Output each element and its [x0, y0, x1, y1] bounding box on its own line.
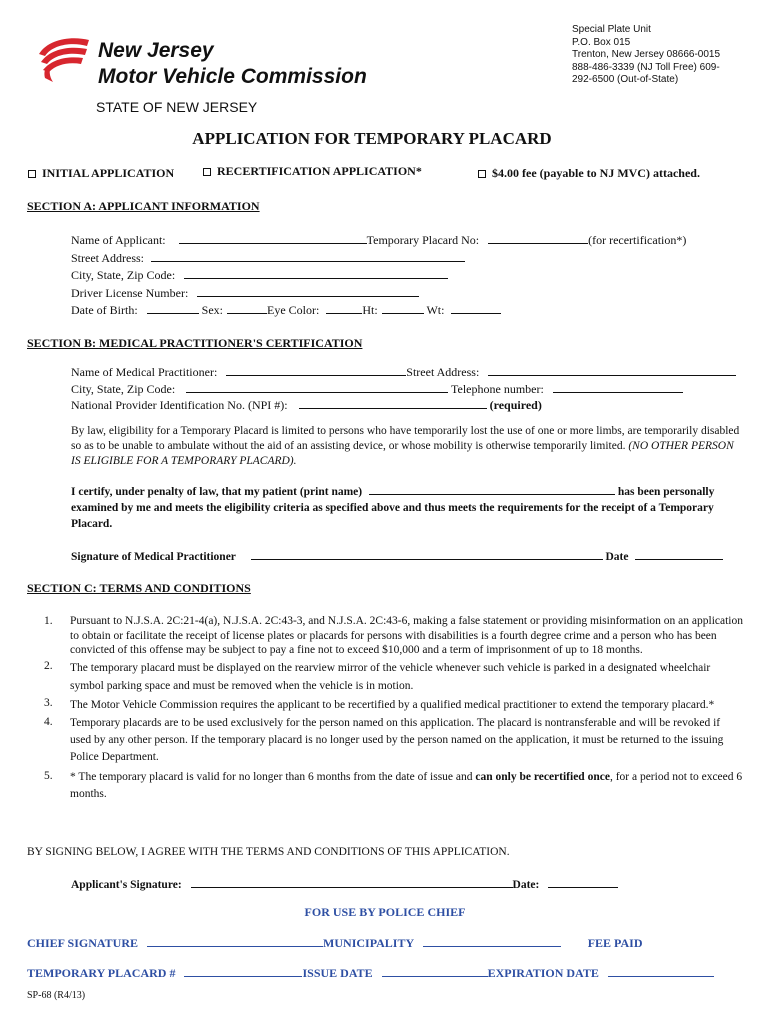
practitioner-date-label: Date — [605, 551, 629, 563]
address-line: Trenton, New Jersey 08666-0015 — [572, 49, 721, 60]
license-label: Driver License Number: — [71, 285, 189, 300]
option-recert[interactable] — [203, 164, 422, 179]
recert-checkbox[interactable] — [203, 168, 211, 176]
term5-post: , for a period not to exceed 6 months. — [70, 770, 743, 800]
term-item — [44, 696, 744, 714]
term-number: 3. — [44, 696, 53, 709]
city-label: City, State, Zip Code: — [71, 268, 176, 282]
police-row-1 — [27, 935, 747, 951]
state-label: STATE OF NEW JERSEY — [96, 99, 258, 115]
initial-label: INITIAL APPLICATION — [42, 166, 175, 180]
sex-label: Sex: — [201, 303, 223, 317]
chief-signature-label: CHIEF SIGNATURE — [27, 936, 139, 950]
law-italic: (NO OTHER PERSON IS ELIGIBLE FOR A TEMPORARY PLACARD). — [71, 440, 734, 467]
agency-line1: New Jersey — [98, 39, 214, 62]
address-line: 292-6500 (Out-of-State) — [572, 74, 679, 85]
street-field[interactable] — [151, 250, 465, 262]
practitioner-name-label: Name of Medical Practitioner: — [71, 365, 218, 379]
city-field[interactable] — [184, 267, 448, 279]
fee-label: $4.00 fee (payable to NJ MVC) attached. — [492, 166, 700, 180]
agency-address — [572, 24, 720, 87]
license-field[interactable] — [197, 285, 419, 297]
police-row-2 — [27, 965, 747, 981]
term-text: Pursuant to N.J.S.A. 2C:21-4(a), N.J.S.A. 2C:43-3, and N.J.S.A. 2C:43-6, making a false statement or providing misinformation on an application to obtain or facilitate the receipt of license plates or placards for persons with disabilities is a fourth degree crime and a person who has been convicted of this offense may be subject to pay a fine not to exceed $10,000 and a term of imprisonment of up to 18 months. — [70, 615, 743, 657]
section-c-heading: SECTION C: TERMS AND CONDITIONS — [27, 581, 251, 595]
agency-line2: Motor Vehicle Commission — [98, 65, 367, 88]
term-text — [70, 769, 744, 803]
row-npi — [71, 397, 751, 414]
practitioner-signature-field[interactable] — [251, 548, 603, 560]
section-b-heading: SECTION B: MEDICAL PRACTITIONER'S CERTIFICATION — [27, 336, 363, 350]
agency-name — [98, 38, 367, 90]
section-a-heading: SECTION A: APPLICANT INFORMATION — [27, 199, 260, 213]
practitioner-street-field[interactable] — [488, 364, 736, 376]
npi-label: National Provider Identification No. (NPI #): — [71, 398, 288, 412]
applicant-signature-field[interactable] — [191, 876, 513, 888]
applicant-name-label: Name of Applicant: — [71, 233, 166, 247]
row-street — [71, 250, 686, 268]
applicant-date-field[interactable] — [548, 876, 618, 888]
address-line: Special Plate Unit — [572, 24, 651, 35]
municipality-field[interactable] — [423, 935, 561, 947]
applicant-date-label: Date: — [512, 879, 540, 891]
fee-checkbox[interactable] — [478, 170, 486, 178]
ht-label: Ht: — [362, 303, 378, 317]
initial-checkbox[interactable] — [28, 170, 36, 178]
row-license — [71, 285, 686, 303]
temporary-placard-label: TEMPORARY PLACARD # — [27, 966, 176, 980]
term-text: Temporary placards are to be used exclusively for the person named on this application. The placard is nontransferable and will be revoked if used by any other person. If the temporary placard is no longer used by the person named on the application, it must be returned to the issuing Police Department. — [70, 716, 724, 763]
phone-label: Telephone number: — [451, 381, 544, 396]
npi-field[interactable] — [299, 397, 487, 409]
term-number: 1. — [44, 615, 53, 627]
certify-post: has been — [617, 486, 661, 498]
terms-list — [44, 614, 744, 803]
street-label: Street Address: — [71, 250, 144, 265]
certify-paragraph — [71, 483, 743, 532]
term-item — [44, 659, 744, 695]
practitioner-signature-label: Signature of Medical Practitioner — [71, 551, 236, 563]
practitioner-city-label: City, State, Zip Code: — [71, 381, 176, 396]
option-fee[interactable] — [478, 166, 700, 181]
term5-bold: can only be recertified once — [475, 770, 610, 783]
practitioner-name-field[interactable] — [226, 364, 406, 376]
certify-pre: I certify, under penalty of law, that my patient (print name) — [71, 486, 363, 498]
term-item — [44, 614, 744, 658]
temporary-placard-field[interactable] — [184, 965, 302, 977]
placard-no-field[interactable] — [488, 232, 588, 244]
section-a-fields — [71, 232, 686, 320]
wt-label: Wt: — [426, 303, 445, 317]
nj-mvc-logo — [33, 34, 91, 86]
eye-label: Eye Color: — [267, 303, 320, 317]
row-practitioner-city — [71, 381, 751, 398]
row-practitioner — [71, 364, 751, 381]
row-name — [71, 232, 686, 250]
phone-field[interactable] — [553, 381, 683, 393]
dob-label: Date of Birth: — [71, 303, 138, 317]
term-text: The Motor Vehicle Commission requires the applicant to be recertified by a qualified medical practitioner to extend the temporary placard.* — [70, 698, 715, 711]
term-item — [44, 769, 744, 803]
term-number: 2. — [44, 659, 53, 672]
municipality-label: MUNICIPALITY — [323, 936, 414, 950]
expiration-date-field[interactable] — [608, 965, 714, 977]
practitioner-signature-row — [71, 548, 723, 563]
patient-name-field[interactable] — [369, 483, 615, 495]
term-text: The temporary placard must be displayed on the rearview mirror of the vehicle whenever such vehicle is parked in a designated wheelchair symbol parking space and must be removed when the vehicle is in motion. — [70, 661, 711, 692]
term-number: 5. — [44, 769, 53, 782]
sex-field[interactable] — [227, 302, 267, 314]
chief-signature-field[interactable] — [147, 935, 323, 947]
row-city — [71, 267, 686, 285]
term5-pre: * The temporary placard is valid for no longer than 6 months from the date of issue and — [70, 770, 473, 783]
applicant-signature-row — [71, 876, 618, 891]
practitioner-date-field[interactable] — [635, 548, 723, 560]
applicant-name-field[interactable] — [179, 232, 367, 244]
expiration-date-label: EXPIRATION DATE — [487, 966, 599, 980]
placard-no-label: Temporary Placard No: — [366, 233, 480, 247]
applicant-signature-label: Applicant's Signature: — [71, 879, 182, 891]
practitioner-street-label: Street Address: — [406, 365, 480, 379]
npi-required: (required) — [489, 398, 542, 412]
agree-statement: BY SIGNING BELOW, I AGREE WITH THE TERMS AND CONDITIONS OF THIS APPLICATION. — [27, 846, 510, 858]
row-dob — [71, 302, 686, 320]
practitioner-city-field[interactable] — [186, 381, 448, 393]
recert-note: (for recertification*) — [588, 233, 687, 247]
form-code: SP-68 (R4/13) — [27, 990, 86, 1001]
term-item — [44, 715, 744, 766]
form-title: APPLICATION FOR TEMPORARY PLACARD — [192, 129, 552, 148]
issue-date-field[interactable] — [382, 965, 488, 977]
ht-field[interactable] — [382, 302, 424, 314]
fee-paid-label: FEE PAID — [587, 936, 643, 950]
option-initial[interactable] — [28, 166, 174, 181]
law-paragraph — [71, 424, 743, 469]
certify-rest: personally examined by me and meets the eligibility criteria as specified above and thus meets the requirements for the receipt of a Temporary Placard. — [71, 486, 715, 530]
eye-field[interactable] — [326, 302, 362, 314]
term-number: 4. — [44, 715, 53, 728]
issue-date-label: ISSUE DATE — [302, 966, 373, 980]
wt-field[interactable] — [451, 302, 501, 314]
address-line: 888-486-3339 (NJ Toll Free) 609- — [572, 61, 720, 73]
recert-label: RECERTIFICATION APPLICATION* — [217, 164, 422, 178]
law-text: By law, eligibility for a Temporary Placard is limited to persons who have temporarily lost the use of one or more limbs, are temporarily disabled so as to be unable to ambulate without the aid of an assisting device, or whose mobility is otherwise temporarily limited. — [71, 425, 740, 452]
police-heading: FOR USE BY POLICE CHIEF — [304, 905, 466, 919]
section-b-fields — [71, 364, 751, 414]
dob-field[interactable] — [147, 302, 199, 314]
address-line: P.O. Box 015 — [572, 36, 631, 48]
